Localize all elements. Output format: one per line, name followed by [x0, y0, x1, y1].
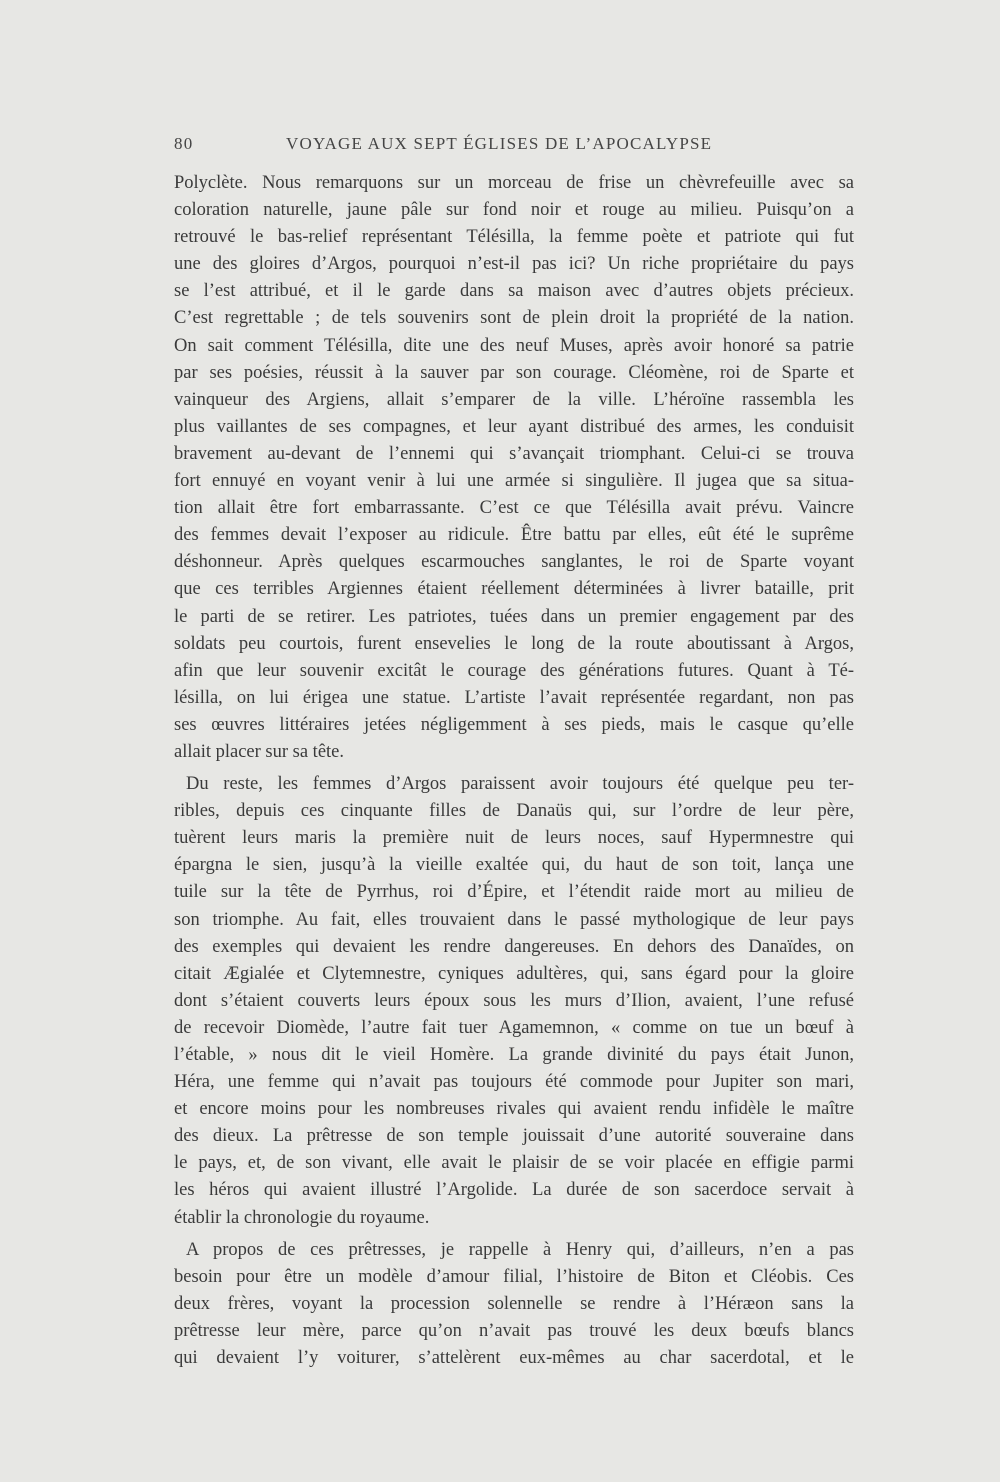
text-line: dont s’étaient couverts leurs époux sous les murs d’Ilion, avaient, l’une refusé — [174, 990, 854, 1011]
page-header — [174, 134, 854, 158]
text-line: Du reste, les femmes d’Argos paraissent avoir toujours été quelque peu ter- — [186, 774, 854, 795]
text-line: déshonneur. Après quelques escarmouches sanglantes, le roi de Sparte voyant — [174, 552, 854, 573]
text-line: par ses poésies, réussit à la sauver par son courage. Cléomène, roi de Sparte et — [174, 362, 854, 383]
text-line: tion allait être fort embarrassante. C’est ce que Télésilla avait prévu. Vaincre — [174, 498, 854, 519]
text-line: citait Ægialée et Clytemnestre, cyniques adultères, qui, sans égard pour la gloire — [174, 963, 854, 984]
text-line: son triomphe. Au fait, elles trouvaient dans le passé mythologique de leur pays — [174, 909, 854, 930]
text-line: lésilla, on lui érigea une statue. L’artiste l’avait représentée regardant, non pas — [174, 687, 854, 708]
text-line: soldats peu courtois, furent ensevelies le long de la route aboutissant à Argos, — [174, 633, 854, 654]
text-line: bravement au-devant de l’ennemi qui s’avançait triomphant. Celui-ci se trouva — [174, 443, 854, 464]
text-line: ribles, depuis ces cinquante filles de Danaüs qui, sur l’ordre de leur père, — [174, 801, 854, 822]
text-line: se l’est attribué, et il le garde dans sa maison avec d’autres objets précieux. — [174, 281, 854, 302]
text-line: afin que leur souvenir excitât le courage des générations futures. Quant à Té- — [174, 660, 854, 681]
text-line: des exemples qui devaient les rendre dangereuses. En dehors des Danaïdes, on — [174, 936, 854, 957]
text-line: établir la chronologie du royaume. — [174, 1207, 430, 1228]
running-title: VOYAGE AUX SEPT ÉGLISES DE L’APOCALYPSE — [286, 134, 713, 153]
text-line: qui devaient l’y voiturer, s’attelèrent eux-mêmes au char sacerdotal, et le — [174, 1348, 854, 1369]
paragraph — [174, 170, 854, 766]
text-line: ses œuvres littéraires jetées négligemment à ses pieds, mais le casque qu’elle — [174, 714, 854, 735]
text-line: des femmes devait l’exposer au ridicule. Être battu par elles, eût été le suprême — [174, 525, 854, 546]
body-text — [174, 170, 854, 1372]
text-line: allait placer sur sa tête. — [174, 741, 345, 762]
text-line: besoin pour être un modèle d’amour filial, l’histoire de Biton et Cléobis. Ces — [174, 1266, 854, 1287]
text-line: des dieux. La prêtresse de son temple jouissait d’une autorité souveraine dans — [174, 1126, 854, 1147]
text-line: que ces terribles Argiennes étaient réellement déterminées à livrer bataille, prit — [174, 579, 854, 600]
text-line: tuèrent leurs maris la première nuit de leurs noces, sauf Hypermnestre qui — [174, 828, 854, 849]
text-line: une des gloires d’Argos, pourquoi n’est-il pas ici? Un riche propriétaire du pays — [174, 254, 854, 275]
text-line: les héros qui avaient illustré l’Argolide. La durée de son sacerdoce servait à — [174, 1180, 854, 1201]
text-line: et encore moins pour les nombreuses rivales qui avaient rendu infidèle le maître — [174, 1099, 854, 1120]
text-line: le parti de se retirer. Les patriotes, tuées dans un premier engagement par des — [174, 606, 854, 627]
text-line: tuile sur la tête de Pyrrhus, roi d’Épire, et l’étendit raide mort au milieu de — [174, 882, 854, 903]
paragraph — [174, 1237, 854, 1372]
text-line: A propos de ces prêtresses, je rappelle à Henry qui, d’ailleurs, n’en a pas — [186, 1239, 854, 1260]
paragraph — [174, 771, 854, 1232]
text-line: vainqueur des Argiens, allait s’emparer de la ville. L’héroïne rassembla les — [174, 389, 854, 410]
text-line: Héra, une femme qui n’avait pas toujours été commode pour Jupiter son mari, — [174, 1072, 854, 1093]
text-line: plus vaillantes de ses compagnes, et leur ayant distribué des armes, les conduisit — [174, 416, 854, 437]
text-line: l’étable, » nous dit le vieil Homère. La grande divinité du pays était Junon, — [174, 1045, 854, 1065]
text-line: le pays, et, de son vivant, elle avait le plaisir de se voir placée en effigie parmi — [174, 1153, 854, 1174]
text-line: épargna le sien, jusqu’à la vieille exaltée qui, du haut de son toit, lança une — [174, 855, 854, 876]
text-line: fort ennuyé en voyant venir à lui une armée si singulière. Il jugea que sa situa- — [174, 471, 854, 492]
text-line: Polyclète. Nous remarquons sur un morceau de frise un chèvrefeuille avec sa — [174, 173, 854, 193]
text-line: C’est regrettable ; de tels souvenirs sont de plein droit la propriété de la nation. — [174, 308, 854, 329]
text-line: de recevoir Diomède, l’autre fait tuer Agamemnon, « comme on tue un bœuf à — [174, 1017, 854, 1038]
text-line: deux frères, voyant la procession solennelle se rendre à l’Héræon sans la — [174, 1293, 854, 1314]
page-number: 80 — [174, 134, 194, 153]
text-line: prêtresse leur mère, parce qu’on n’avait pas trouvé les deux bœufs blancs — [174, 1320, 854, 1341]
text-line: retrouvé le bas-relief représentant Télésilla, la femme poète et patriote qui fut — [174, 227, 854, 248]
text-line: coloration naturelle, jaune pâle sur fond noir et rouge au milieu. Puisqu’on a — [174, 200, 854, 221]
text-line: On sait comment Télésilla, dite une des neuf Muses, après avoir honoré sa patrie — [174, 335, 854, 356]
